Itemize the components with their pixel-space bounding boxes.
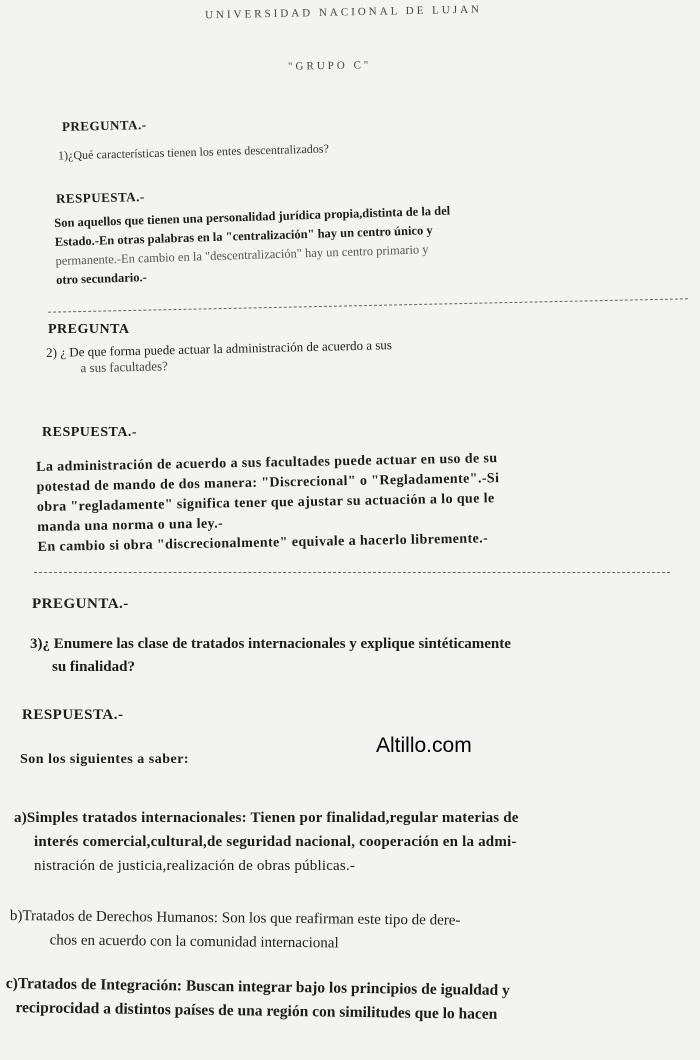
list-item-line: c)Tratados de Integración: Buscan integrar bajo los principios de igualdad y — [5, 974, 510, 1000]
q1-answer-line: permanente.-En cambio en la "descentralización" hay un centro primario y — [55, 242, 429, 268]
q3-answer-label: RESPUESTA.- — [22, 707, 124, 723]
list-item-line: b)Tratados de Derechos Humanos: Son los que reafirman este tipo de dere- — [9, 907, 461, 929]
list-item — [9, 904, 693, 959]
q2-answer-line: potestad de mando de dos manera: "Discrecional" o "Regladamente".-Si — [36, 471, 500, 495]
q2-answer-line: En cambio si obra "discrecionalmente" equivale a hacerlo libremente.- — [37, 531, 489, 555]
q2-answer — [36, 445, 698, 558]
q2-question — [46, 337, 392, 377]
q3-question — [30, 633, 511, 679]
divider — [34, 572, 670, 573]
q1-label: PREGUNTA.- — [61, 117, 147, 134]
q2-answer-label: RESPUESTA.- — [42, 425, 138, 440]
q3-intro: Son los siguientes a saber: — [20, 752, 190, 767]
q2-question-line: a sus facultades? — [80, 358, 169, 376]
q2-answer-line: obra "regladamente" significa tener que ajustar su actuación a lo que le — [36, 491, 495, 515]
q1-answer — [54, 194, 696, 290]
divider — [48, 298, 688, 312]
q1-answer-line: Estado.-En otras palabras en la "centralización" hay un centro único y — [54, 223, 433, 249]
list-item-line: nistración de justicia,realización de obras públicas.- — [34, 858, 356, 874]
list-item-line: reciprocidad a distintos países de una región con similitudes que lo hacen — [15, 999, 498, 1023]
q1-answer-label: RESPUESTA.- — [55, 188, 145, 207]
q1-answer-line: Son aquellos que tienen una personalidad jurídica propia,distinta de la del — [54, 203, 451, 230]
university-header: UNIVERSIDAD NACIONAL DE LUJAN — [204, 3, 483, 22]
q1-answer-line: otro secundario.- — [55, 270, 147, 287]
list-item-line: chos en acuerdo con la comunidad internacional — [49, 932, 339, 952]
q1-question: 1)¿Qué características tienen los entes descentralizados? — [57, 141, 329, 163]
watermark-text: Altillo.com — [376, 734, 472, 757]
group-header: "GRUPO C" — [287, 59, 372, 73]
q3-question-line: su finalidad? — [52, 659, 135, 675]
q2-label: PREGUNTA — [48, 322, 130, 337]
q3-question-line: 3)¿ Enumere las clase de tratados internacionales y explique sintéticamente — [30, 636, 511, 652]
list-item-line: interés comercial,cultural,de seguridad nacional, cooperación en la admi- — [34, 834, 517, 850]
list-item — [5, 972, 696, 1030]
q2-answer-line: La administración de acuerdo a sus facultades puede actuar en uso de su — [36, 451, 498, 475]
list-item-line: a)Simples tratados internacionales: Tienen por finalidad,regular materias de — [14, 810, 519, 826]
q2-question-line: 2) ¿ De que forma puede actuar la administración de acuerdo a sus — [46, 337, 393, 360]
list-item — [14, 806, 694, 878]
q2-answer-line: manda una norma o una ley.- — [37, 516, 224, 535]
q3-label: PREGUNTA.- — [32, 596, 129, 612]
